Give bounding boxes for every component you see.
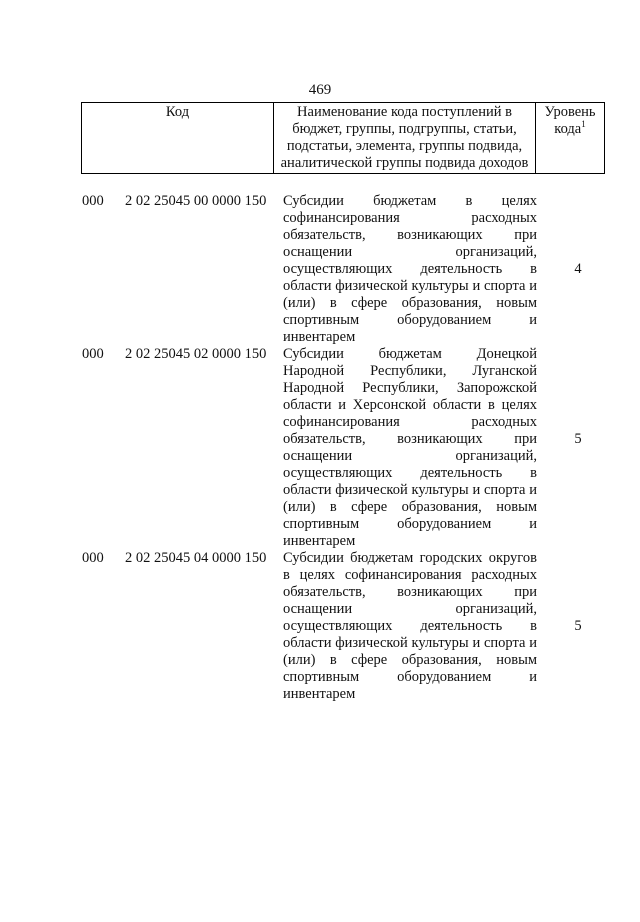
income-code-name-line: области физической культуры и спорта и [283, 482, 537, 498]
income-code-name [283, 346, 537, 550]
header-row [82, 103, 605, 174]
income-code-name-line: спортивным оборудованием и [283, 669, 537, 685]
header-code: Код [82, 103, 274, 174]
footnote-marker: 1 [581, 119, 586, 130]
income-code-name-line: области физической культуры и спорта и [283, 278, 537, 294]
income-code-name [283, 550, 537, 703]
income-code-name-line: инвентарем [283, 533, 356, 549]
income-code-name-line: (или) в сфере образования, новым [283, 499, 537, 515]
income-code-name-line: Субсидии бюджетам городских округов [283, 550, 537, 566]
admin-code: 000 [82, 550, 104, 566]
income-code-entry [0, 550, 640, 703]
income-code-name-line: оснащении организаций, [283, 448, 537, 464]
income-code-name-line: софинансирования расходных [283, 414, 537, 430]
income-code: 2 02 25045 02 0000 150 [125, 346, 267, 362]
header-level-line2 [538, 121, 602, 138]
income-code-entry [0, 193, 640, 346]
column-header-table [81, 102, 605, 174]
income-code-name-line: софинансирования расходных [283, 210, 537, 226]
income-code-name-line: инвентарем [283, 686, 356, 702]
income-code-entry [0, 346, 640, 550]
income-code-name-line: спортивным оборудованием и [283, 312, 537, 328]
income-code-name-line: области физической культуры и спорта и [283, 635, 537, 651]
income-code-name-line: инвентарем [283, 329, 356, 345]
income-code-name-line: осуществляющих деятельность в [283, 618, 537, 634]
income-code-name [283, 193, 537, 346]
header-name-line: аналитической группы подвида доходов [280, 155, 529, 171]
code-level: 5 [574, 431, 582, 447]
income-code-name-line: Субсидии бюджетам в целях [283, 193, 537, 209]
income-code-name-line: обязательств, возникающих при [283, 227, 537, 243]
code-level: 5 [574, 618, 582, 634]
income-code-name-line: области и Херсонской области в целях [283, 397, 537, 413]
header-name-line: бюджет, группы, подгруппы, статьи, [292, 121, 517, 137]
income-code: 2 02 25045 00 0000 150 [125, 193, 267, 209]
income-code-name-line: спортивным оборудованием и [283, 516, 537, 532]
income-code-name-line: оснащении организаций, [283, 244, 537, 260]
income-code-name-line: в целях софинансирования расходных [283, 567, 537, 583]
income-code-name-line: (или) в сфере образования, новым [283, 652, 537, 668]
admin-code: 000 [82, 346, 104, 362]
header-name [274, 103, 536, 174]
income-code-list [0, 193, 640, 703]
income-code-name-line: осуществляющих деятельность в [283, 261, 537, 277]
header-level [536, 103, 605, 174]
header-name-line: Наименование кода поступлений в [297, 104, 512, 120]
header-level-word: кода [554, 121, 582, 137]
code-level: 4 [574, 261, 582, 277]
income-code-name-line: Народной Республики, Луганской [283, 363, 537, 379]
header-name-line: подстатьи, элемента, группы подвида, [286, 138, 523, 154]
income-code-name-line: обязательств, возникающих при [283, 584, 537, 600]
header-level-line1: Уровень [544, 104, 596, 120]
income-code-name-line: обязательств, возникающих при [283, 431, 537, 447]
income-code-name-line: оснащении организаций, [283, 601, 537, 617]
income-code-name-line: (или) в сфере образования, новым [283, 295, 537, 311]
income-code-name-line: Народной Республики, Запорожской [283, 380, 537, 396]
income-code-name-line: осуществляющих деятельность в [283, 465, 537, 481]
admin-code: 000 [82, 193, 104, 209]
page-number: 469 [308, 82, 332, 98]
income-code: 2 02 25045 04 0000 150 [125, 550, 267, 566]
income-code-name-line: Субсидии бюджетам Донецкой [283, 346, 537, 362]
